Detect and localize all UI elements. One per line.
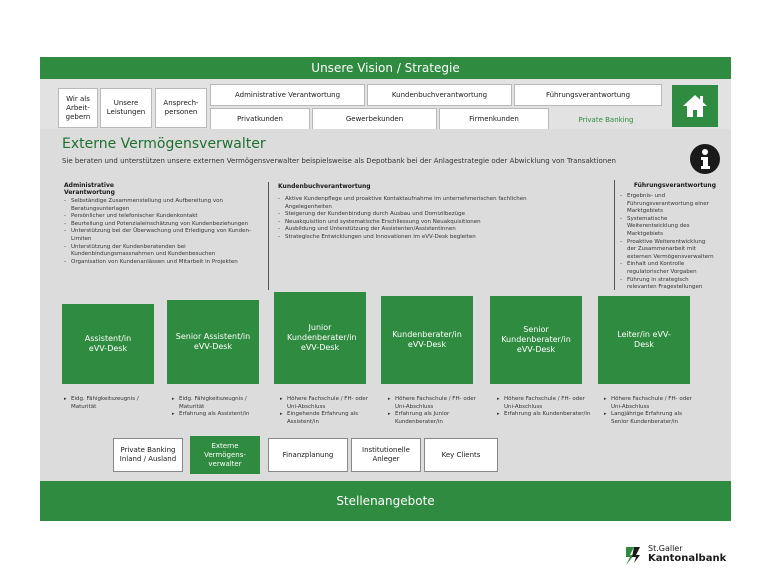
role-label: Assistent/in eVV-Desk [84,334,132,353]
requirements-leiter [604,396,700,426]
list-item: ▸ Höhere Fachschule / FH- oder Uni-Abschluss [280,396,376,411]
vision-strategy-link[interactable] [40,57,731,79]
list-item: ▸ Eingehende Erfahrung als Assistent/in [280,411,376,426]
tab-label: Administrative Verantwortung [234,90,341,99]
role-label: Senior Kundenberater/in eVV-Desk [501,325,571,354]
role-junior-kundenberater[interactable] [274,292,366,384]
fuehrung-responsibility-title: Führungsverantwortung [633,182,716,189]
home-icon [681,93,709,119]
tab-label: Wir als Arbeitgebern [65,94,91,121]
tab-fuehrungsverantwortung[interactable] [514,84,662,106]
list-item: ▸ Höhere Fachschule / FH- oder Uni-Abschluss [388,396,484,411]
job-label: Institutionelle Anleger [362,446,410,463]
list-item: - Einhalt und Kontrolle regulatorischer Vorgaben [620,261,716,276]
requirements-senior-assistent [172,396,268,419]
tab-private-banking[interactable] [551,112,661,128]
kundenbuch-responsibility-block [278,183,533,242]
job-label: Key Clients [441,450,481,459]
list-item: ▸ Langjährige Erfahrung als Senior Kundenberater/in [604,411,700,426]
tab-gewerbekunden[interactable] [312,108,437,130]
list-item: - Neuakquisition und systematische Erschliessung von Neuakquisitionen [278,219,533,227]
role-assistent[interactable] [62,304,154,384]
list-item: - Unterstützung bei der Überwachung und Erledigung von Kunden-Limiten [64,228,264,243]
job-institutionelle-anleger[interactable] [351,438,421,472]
list-item: - Proaktive Weiterentwicklung der Zusammenarbeit mit externen Vermögensverwaltern [620,239,716,262]
job-label: Finanzplanung [282,450,334,459]
info-icon [690,144,720,174]
requirements-junior-kundenberater [280,396,376,426]
role-label: Kundenberater/in eVV-Desk [392,330,462,349]
role-senior-kundenberater[interactable] [490,296,582,384]
role-senior-assistent[interactable] [167,300,259,384]
brand-line-1: St.Galler [648,544,683,553]
list-item: - Organisation von Kundenanlässen und Mitarbeit in Projekten [64,259,264,267]
list-item: - Unterstützung der Kundenberatenden bei Kundenbindungsmassnahmen und Kundenbesuchen [64,244,264,259]
stellenangebote-link[interactable] [40,481,731,521]
requirements-kundenberater [388,396,484,426]
list-item: - Ausbildung und Unterstützung der Assistenten/Assistentinnen [278,226,533,234]
list-item: - Führung in strategisch relevanten Fragestellungen [620,277,716,292]
stellenangebote-label: Stellenangebote [336,494,435,508]
list-item: ▸ Höhere Fachschule / FH- oder Uni-Abschluss [497,396,593,411]
role-label: Senior Assistent/in eVV-Desk [175,332,251,351]
tab-label: Kundenbuchverantwortung [391,90,488,99]
tab-label: Privatkunden [237,114,283,123]
role-label: Leiter/in eVV-Desk [617,330,671,349]
job-externe-vermoegensverwalter[interactable] [190,436,260,474]
role-leiter[interactable] [598,296,690,384]
tab-label: Firmenkunden [469,114,519,123]
list-item: ▸ Erfahrung als Kundenberater/in [497,411,593,419]
logo-icon [622,543,644,569]
list-item: - Aktive Kundenpflege und proaktive Kontaktaufnahme im unternehmerischen fachlichen Angelegenheiten [278,196,533,211]
job-finanzplanung[interactable] [268,438,348,472]
tab-unsere-leistungen[interactable] [100,88,152,128]
list-item: ▸ Erfahrung als Assistent/in [172,411,268,419]
admin-responsibility-block [64,182,264,266]
brand-line-2: Kantonalbank [648,553,727,564]
admin-responsibility-list [64,198,264,266]
kundenbuch-responsibility-title: Kundenbuchverantwortung [278,183,371,190]
tab-privatkunden[interactable] [210,108,310,130]
vision-strategy-title: Unsere Vision / Strategie [311,61,460,75]
list-item: - Systematische Weiterentwicklung des Marktgebiets [620,216,716,239]
job-label: Externe Vermögensverwalter [204,441,246,468]
tab-label: Ansprechpersonen [163,99,199,116]
job-private-banking[interactable] [113,438,183,472]
info-button[interactable] [690,144,720,174]
tab-label: Führungsverantwortung [545,90,631,99]
fuehrung-responsibility-list [620,193,716,292]
list-item: ▸ Höhere Fachschule / FH- oder Uni-Abschluss [604,396,700,411]
list-item: ▸ Erfahrung als Junior Kundenberater/in [388,411,484,426]
tab-admin-verantwortung[interactable] [210,84,365,106]
requirements-senior-kundenberater [497,396,593,419]
tab-firmenkunden[interactable] [439,108,549,130]
tab-ansprechpersonen[interactable] [155,88,207,128]
requirements-assistent [64,396,160,411]
fuehrung-responsibility-block [620,182,716,292]
list-item: - Beurteilung und Potenzialeinschätzung von Kundenbeziehungen [64,221,264,229]
section-title: Externe Vermögensverwalter [62,136,266,152]
job-label: Private Banking Inland / Ausland [119,446,177,463]
kundenbuch-responsibility-list [278,196,533,242]
section-description: Sie beraten und unterstützen unsere externen Vermögensverwalter beispielsweise als Depotbank bei der Anlagestrategie oder Abwicklung von Transaktionen [62,157,616,165]
role-kundenberater[interactable] [381,296,473,384]
divider [268,182,269,290]
tab-kundenbuchverantwortung[interactable] [367,84,512,106]
tab-label: Unsere Leistungen [106,99,146,116]
list-item: - Ergebnis- und Führungsverantwortung einer Marktgebiets [620,193,716,216]
job-key-clients[interactable] [424,438,498,472]
tab-label: Private Banking [578,115,634,124]
home-button[interactable] [672,85,718,127]
list-item: - Persönlicher und telefonischer Kundenkontakt [64,213,264,221]
list-item: - Selbständige Zusammenstellung und Aufbereitung von Beratungsunterlagen [64,198,264,213]
list-item: - Steigerung der Kundenbindung durch Ausbau und Domizilbezüge [278,211,533,219]
tab-label: Gewerbekunden [345,114,404,123]
admin-responsibility-title: Administrative Verantwortung [64,182,115,196]
role-label: Junior Kundenberater/in eVV-Desk [287,323,357,352]
list-item: ▸ Eidg. Fähigkeitszeugnis / Maturität [172,396,268,411]
divider [614,180,615,290]
logo [622,542,732,572]
tab-wir-als-arbeitgeber[interactable] [58,88,98,128]
list-item: ▸ Eidg. Fähigkeitszeugnis / Maturität [64,396,160,411]
list-item: - Strategische Entwicklungen und Innovationen im eVV-Desk begleiten [278,234,533,242]
